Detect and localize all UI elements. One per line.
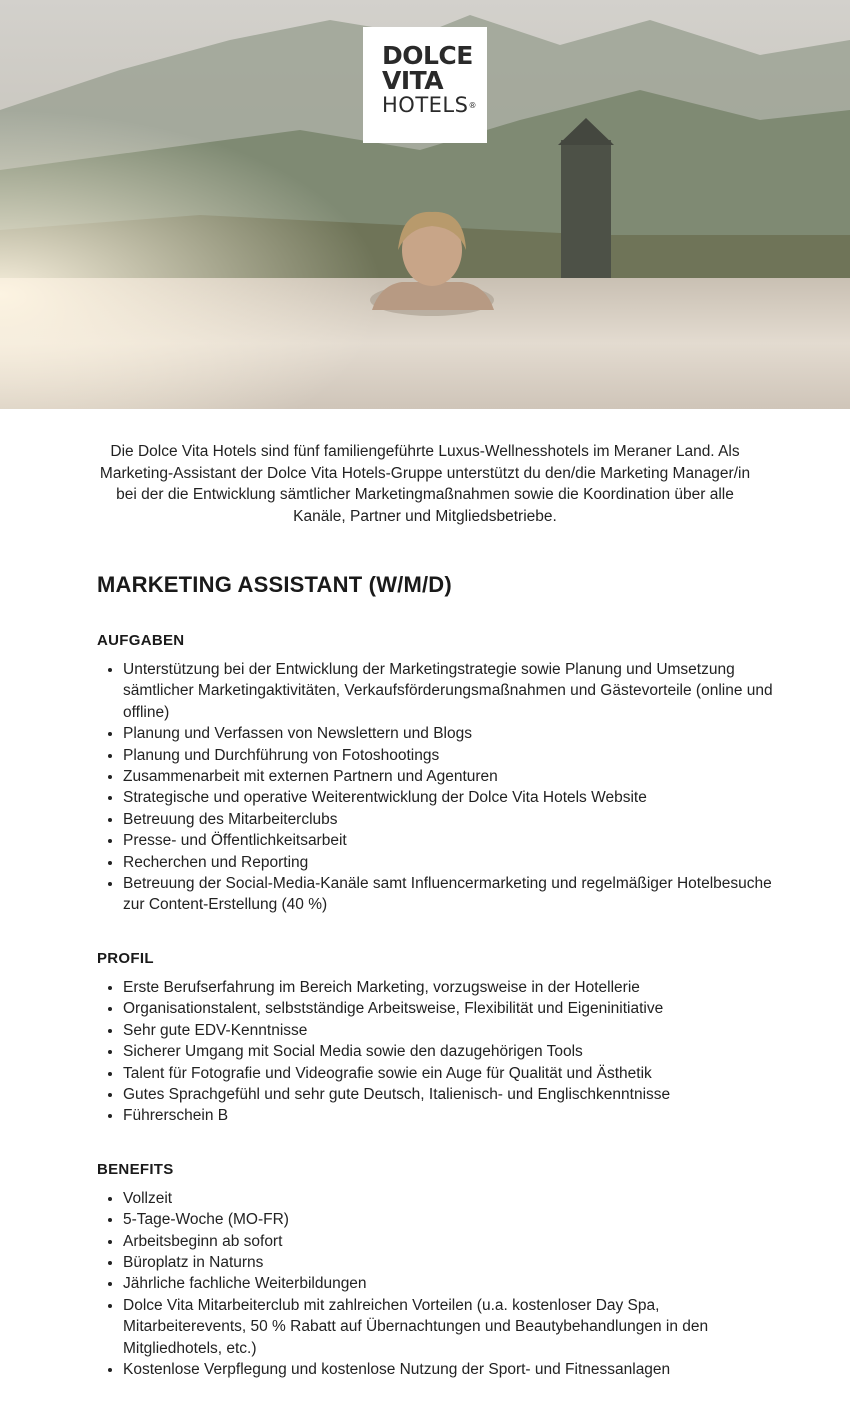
list-item: • Talent für Fotografie und Videografie sowie ein Auge für Qualität und Ästhetik [123, 1063, 783, 1084]
list-item: • Jährliche fachliche Weiterbildungen [123, 1273, 783, 1294]
list-item: • Organisationstalent, selbstständige Arbeitsweise, Flexibilität und Eigeninitiative [123, 998, 783, 1019]
benefits-list [97, 1188, 783, 1381]
list-item: • Strategische und operative Weiterentwicklung der Dolce Vita Hotels Website [123, 787, 783, 808]
logo-line-3 [382, 93, 487, 118]
job-posting [0, 441, 850, 1380]
list-item: • Betreuung der Social-Media-Kanäle samt Influencermarketing und regelmäßiger Hotelbesuche zur Content-Erstellung (40 %) [123, 873, 783, 916]
list-item: • Presse- und Öffentlichkeitsarbeit [123, 830, 783, 851]
list-item: • Kostenlose Verpflegung und kostenlose Nutzung der Sport- und Fitnessanlagen [123, 1359, 783, 1380]
list-item: • Vollzeit [123, 1188, 783, 1209]
list-item: • 5-Tage-Woche (MO-FR) [123, 1209, 783, 1230]
list-item: • Sehr gute EDV-Kenntnisse [123, 1020, 783, 1041]
intro-paragraph: Die Dolce Vita Hotels sind fünf familiengeführte Luxus-Wellnesshotels im Meraner Land. Als Marketing-Assistant der Dolce Vita Hotels-Gruppe unterstützt du den/die Marketing Manager/in bei der die Entwicklung sämtlicher Marketingmaßnahmen sowie die Koordination über alle Kanäle, Partner und Mitgliedsbetriebe. [99, 443, 751, 525]
logo-line-2: VITA [382, 66, 444, 95]
section-heading-benefits: BENEFITS [97, 1160, 174, 1178]
profil-list [97, 977, 783, 1127]
registered-mark: ® [468, 101, 477, 110]
list-item: • Gutes Sprachgefühl und sehr gute Deutsch, Italienisch- und Englischkenntnisse [123, 1084, 783, 1105]
dolce-vita-logo [363, 27, 487, 143]
hero-image [0, 0, 850, 409]
list-item: • Büroplatz in Naturns [123, 1252, 783, 1273]
list-item: • Planung und Verfassen von Newslettern und Blogs [123, 723, 783, 744]
list-item: • Unterstützung bei der Entwicklung der Marketingstrategie sowie Planung und Umsetzung sämtlicher Marketingaktivitäten, Verkaufsförderungsmaßnahmen und Gästevorteile (online und offline) [123, 659, 783, 723]
list-item: • Recherchen und Reporting [123, 852, 783, 873]
list-item: • Erste Berufserfahrung im Bereich Marketing, vorzugsweise in der Hotellerie [123, 977, 783, 998]
section-heading-profil: PROFIL [97, 949, 154, 967]
aufgaben-list [97, 659, 783, 916]
page-title: MARKETING ASSISTANT (W/M/D) [97, 572, 452, 597]
logo-line-1: DOLCE [382, 41, 473, 70]
list-item: • Sicherer Umgang mit Social Media sowie den dazugehörigen Tools [123, 1041, 783, 1062]
list-item: • Arbeitsbeginn ab sofort [123, 1231, 783, 1252]
list-item: • Führerschein B [123, 1105, 783, 1126]
section-heading-aufgaben: AUFGABEN [97, 632, 185, 649]
list-item: • Dolce Vita Mitarbeiterclub mit zahlreichen Vorteilen (u.a. kostenloser Day Spa, Mitarbeiterevents, 50 % Rabatt auf Übernachtungen und Beautybehandlungen in den Mitgliedhotels, etc.) [123, 1295, 783, 1359]
list-item: • Planung und Durchführung von Fotoshootings [123, 745, 783, 766]
list-item: • Betreuung des Mitarbeiterclubs [123, 809, 783, 830]
list-item: • Zusammenarbeit mit externen Partnern und Agenturen [123, 766, 783, 787]
logo-line-3-text: HOTELS [382, 93, 469, 117]
